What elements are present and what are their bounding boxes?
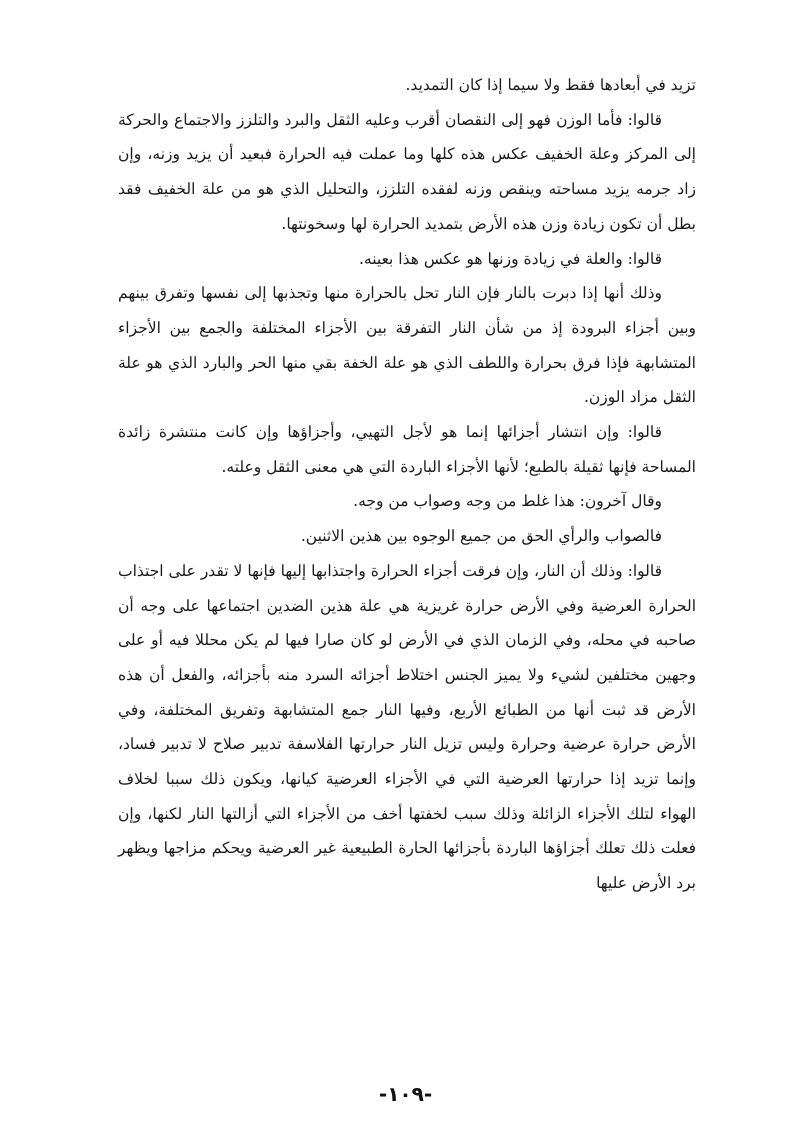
paragraph: قالوا: فأما الوزن فهو إلى النقصان أقرب وعليه الثقل والبرد والتلزز والاجتماع والحركة إلى المركز وعلة الخفيف عكس هذه كلها وما عملت فيه الحرارة فبعيد أن يزيد وزنه، وإن زاد جرمه يزيد مساحته وينقص وزنه لفقده التلزز، والتحليل الذي هو من علة الخفيف فقد بطل أن تكون زيادة وزن هذه الأرض بتمديد الحرارة لها وسخونتها. [118, 110, 696, 233]
paragraph: وقال آخرون: هذا غلط من وجه وصواب من وجه. [353, 492, 662, 511]
paragraph: فالصواب والرأي الحق من جميع الوجوه بين هذين الاثنين. [300, 527, 662, 546]
paragraph: قالوا: وذلك أن النار، وإن فرقت أجزاء الحرارة واجتذابها إليها فإنها لا تقدر على اجتذاب الحرارة العرضية وفي الأرض حرارة غريزية هي علة هذين الضدين اجتماعها على وجه أن صاحبه في محله، وفي الزمان الذي في الأرض لو كان صارا فيها لم يكن محللا فيه أو على وجهين مختلفين لشيء ولا يميز الجنس اختلاط أجزائه السرد منه بأجزائه، والفعل أن هذه الأرض قد ثبت أنها من الطبائع الأربع، وفيها النار جمع المتشابهة وتفريق المختلفة، وفي الأرض حرارة عرضية وحرارة وليس تزيل النار حرارتها الفلاسفة تدبير صلاح لا تدبير فساد، وإنما تزيد إذا حرارتها العرضية التي في الأجزاء العرضية كيانها، ويكون ذلك سببا لخلاف الهواء لتلك الأجزاء الزائلة وذلك سبب لخفتها أخف من الأجزاء التي أزالتها النار لكنها، وإن فعلت ذلك تعلك أجزاؤها الباردة بأجزائها الحارة الطبيعية غير العرضية ويحكم مزاجها ويظهر برد الأرض عليها [118, 561, 696, 893]
paragraph: تزيد في أبعادها فقط ولا سيما إذا كان التمديد. [405, 76, 696, 94]
paragraph: قالوا: وإن انتشار أجزائها إنما هو لأجل التهيي، وأجزاؤها وإن كانت منتشرة زائدة المساحة فإنها ثقيلة بالطبع؛ لأنها الأجزاء الباردة التي هي معنى الثقل وعلته. [118, 423, 696, 476]
paragraph: وذلك أنها إذا دبرت بالنار فإن النار تحل بالحرارة منها وتجذبها إلى نفسها وتفرق بينهم وبين أجزاء البرودة إذ من شأن النار التفرقة بين الأجزاء المختلفة والجمع بين الأجزاء المتشابهة فإذا فرق بحرارة واللطف الذي هو علة الخفة بقي منها الحر والبارد الذي هو علة الثقل مزاد الوزن. [118, 284, 696, 407]
page-number: -١٠٩- [378, 1082, 433, 1106]
page-body [118, 68, 696, 1068]
paragraph: قالوا: والعلة في زيادة وزنها هو عكس هذا بعينه. [358, 249, 662, 268]
